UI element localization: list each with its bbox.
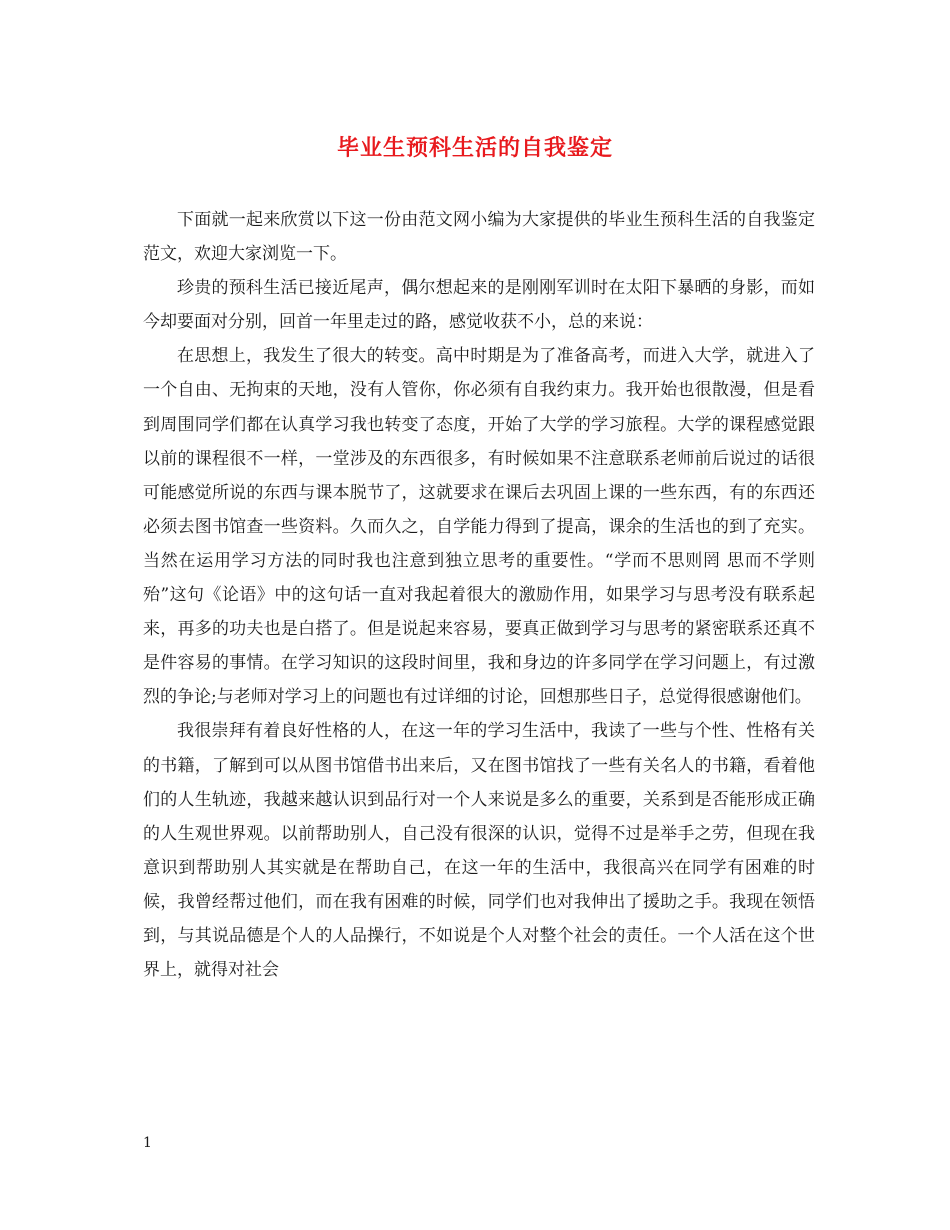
- document-title: 毕业生预科生活的自我鉴定: [336, 135, 613, 161]
- document-body: [143, 203, 815, 987]
- paragraph-character: 我很崇拜有着良好性格的人，在这一年的学习生活中，我读了一些与个性、性格有关的书籍，了解到可以从图书馆借书出来后，又在图书馆找了一些有关名人的书籍，看着他们的人生轨迹，我越来越认识到品行对一个人来说是多么的重要，关系到是否能形成正确的人生观世界观。以前帮助别人，自己没有很深的认识，觉得不过是举手之劳，但现在我意识到帮助别人其实就是在帮助自己，在这一年的生活中，我很高兴在同学有困难的时候，我曾经帮过他们，而在我有困难的时候，同学们也对我伸出了援助之手。我现在领悟到，与其说品德是个人的人品操行，不如说是个人对整个社会的责任。一个人活在这个世界上，就得对社会: [143, 721, 815, 981]
- paragraph-summary-opening: 珍贵的预科生活已接近尾声，偶尔想起来的是刚刚军训时在太阳下暴晒的身影，而如今却要面对分别，回首一年里走过的路，感觉收获不小，总的来说：: [143, 278, 815, 333]
- paragraph-thought-change: 在思想上，我发生了很大的转变。高中时期是为了准备高考，而进入大学，就进入了一个自由、无拘束的天地，没有人管你，你必须有自我约束力。我开始也很散漫，但是看到周围同学们都在认真学习我也转变了态度，开始了大学的学习旅程。大学的课程感觉跟以前的课程很不一样，一堂涉及的东西很多，有时候如果不注意联系老师前后说过的话很可能感觉所说的东西与课本脱节了，这就要求在课后去巩固上课的一些东西，有的东西还必须去图书馆查一些资料。久而久之，自学能力得到了提高，课余的生活也的到了充实。当然在运用学习方法的同时我也注意到独立思考的重要性。“学而不思则罔 思而不学则殆”这句《论语》中的这句话一直对我起着很大的激励作用，如果学习与思考没有联系起来，再多的功夫也是白搭了。但是说起来容易，要真正做到学习与思考的紧密联系还真不是件容易的事情。在学习知识的这段时间里，我和身边的许多同学在学习问题上，有过激烈的争论;与老师对学习上的问题也有过详细的讨论，回想那些日子，总觉得很感谢他们。: [143, 346, 815, 708]
- page-number: 1: [143, 1135, 152, 1151]
- paragraph-intro: 下面就一起来欣赏以下这一份由范文网小编为大家提供的毕业生预科生活的自我鉴定范文，欢迎大家浏览一下。: [143, 210, 815, 265]
